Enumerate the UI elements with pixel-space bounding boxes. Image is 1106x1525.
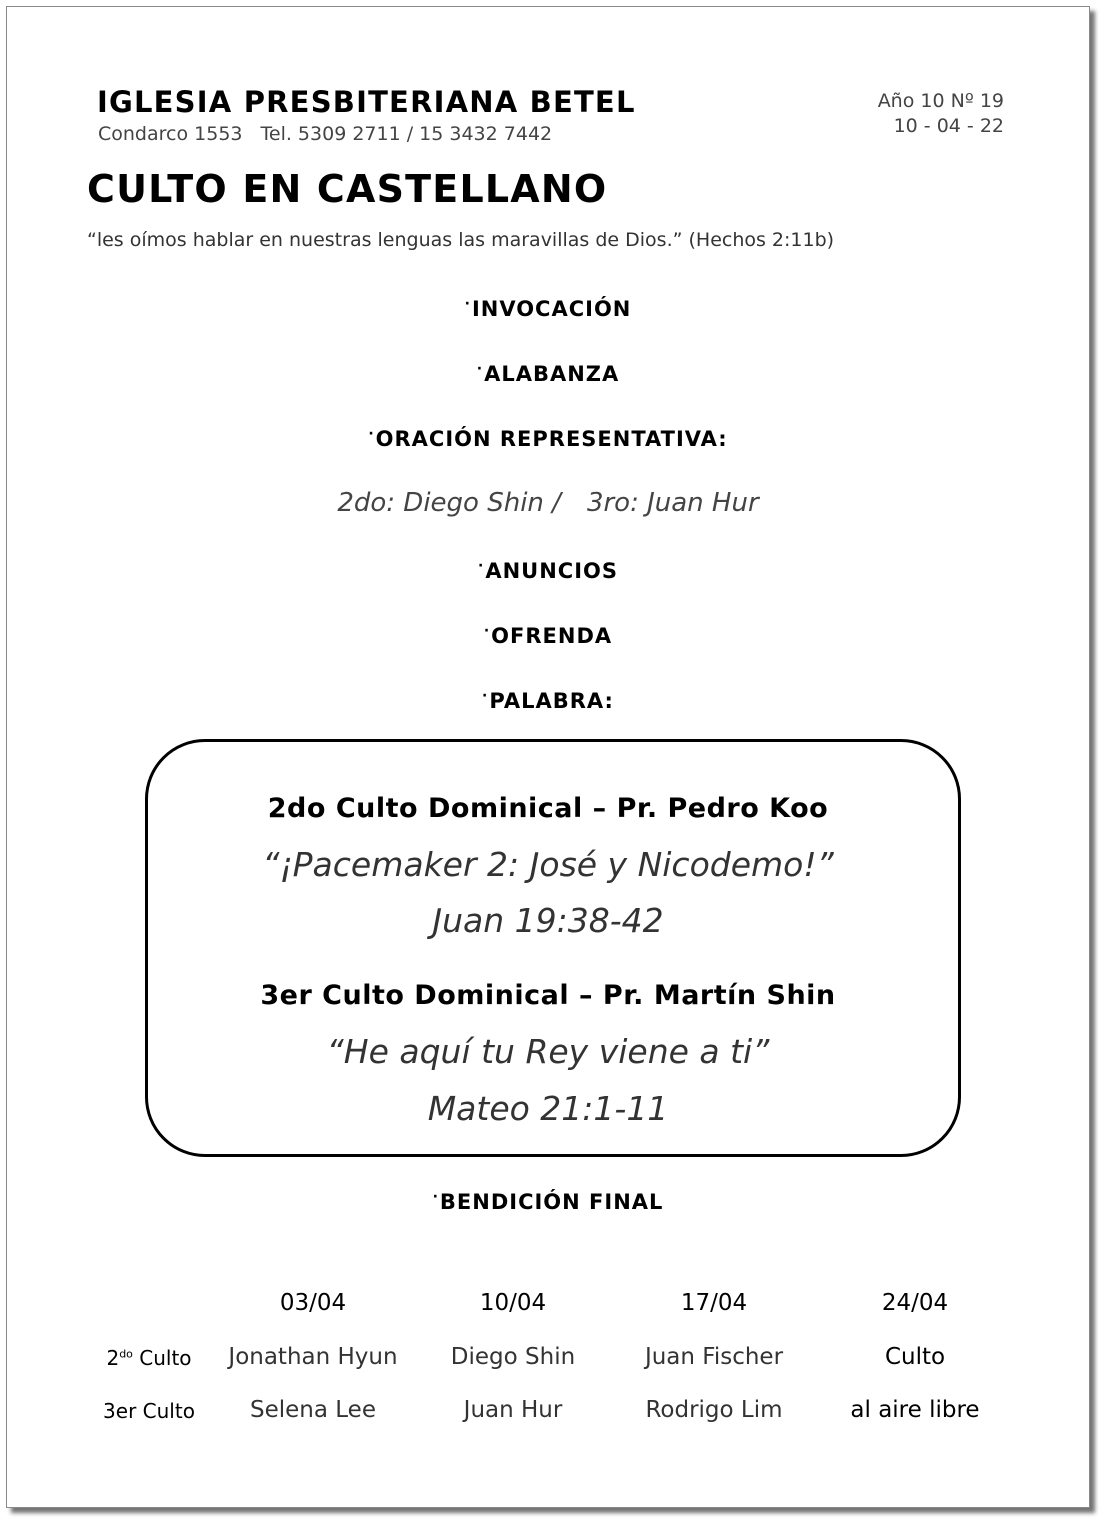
schedule-cell: Culto (884, 1344, 946, 1370)
church-contact (98, 123, 552, 145)
order-alabanza (7, 362, 1089, 386)
bible-verse: “les oímos hablar en nuestras lenguas las maravillas de Dios.” (Hechos 2:11b) (87, 229, 835, 251)
schedule-date: 03/04 (279, 1290, 347, 1316)
schedule-cell: Jonathan Hyun (228, 1344, 398, 1370)
sermon-2-reference: Mateo 21:1-11 (427, 1089, 669, 1128)
issue-number: Año 10 Nº 19 (877, 90, 1004, 112)
schedule-row-label-3er: 3er Culto (103, 1399, 195, 1423)
prayer-assignments (7, 488, 1089, 518)
schedule-cell: Selena Lee (250, 1397, 376, 1423)
schedule-date: 24/04 (881, 1290, 949, 1316)
order-ofrenda-label: OFRENDA (491, 624, 613, 648)
schedule-date: 17/04 (680, 1290, 748, 1316)
church-name: IGLESIA PRESBITERIANA BETEL (97, 85, 636, 119)
order-bendicion (7, 1190, 1089, 1214)
prayer-2do: 2do: Diego Shin / (337, 488, 561, 518)
bullet-dot: · (368, 426, 375, 442)
schedule-cell: Diego Shin (450, 1344, 576, 1370)
prayer-schedule-table (7, 1290, 1089, 1450)
order-palabra-label: PALABRA: (489, 689, 614, 713)
label-superscript: do (119, 1347, 133, 1361)
issue-date: 10 - 04 - 22 (893, 115, 1004, 137)
order-alabanza-label: ALABANZA (484, 362, 620, 386)
issue-info (878, 89, 1004, 139)
order-palabra (7, 689, 1089, 713)
schedule-cell: Juan Hur (463, 1397, 563, 1423)
sermon-2-title: “He aquí tu Rey viene a ti” (326, 1032, 770, 1071)
bullet-dot: · (478, 558, 485, 574)
sermon-1-reference: Juan 19:38-42 (432, 901, 664, 940)
bullet-dot: · (483, 623, 491, 639)
church-phone: Tel. 5309 2711 / 15 3432 7442 (260, 123, 553, 145)
prayer-3ro: 3ro: Juan Hur (586, 488, 759, 518)
bullet-dot: · (432, 1189, 439, 1205)
order-oracion-label: ORACIÓN REPRESENTATIVA: (375, 427, 728, 451)
sermon-1-title: “¡Pacemaker 2: José y Nicodemo!” (262, 845, 834, 884)
sermon-1-heading: 2do Culto Dominical – Pr. Pedro Koo (267, 793, 829, 824)
bullet-dot: · (476, 361, 484, 377)
bullet-dot: · (464, 296, 471, 312)
schedule-cell: Juan Fischer (644, 1344, 784, 1370)
schedule-date: 10/04 (479, 1290, 547, 1316)
bullet-dot: · (482, 688, 489, 704)
order-ofrenda (7, 624, 1089, 648)
schedule-cell: Rodrigo Lim (645, 1397, 783, 1423)
label-number: 2 (106, 1346, 120, 1370)
sermon-2-heading: 3er Culto Dominical – Pr. Martín Shin (260, 980, 836, 1011)
order-invocacion-label: INVOCACIÓN (471, 297, 632, 321)
order-bendicion-label: BENDICIÓN FINAL (439, 1190, 664, 1214)
church-address: Condarco 1553 (98, 123, 243, 145)
order-oracion (7, 427, 1089, 451)
schedule-row-label-2do (89, 1346, 209, 1370)
order-anuncios (7, 559, 1089, 583)
page-title: CULTO EN CASTELLANO (87, 167, 608, 211)
schedule-cell: al aire libre (850, 1397, 980, 1423)
bulletin-page (6, 6, 1090, 1508)
order-anuncios-label: ANUNCIOS (485, 559, 618, 583)
order-invocacion (7, 297, 1089, 321)
label-word: Culto (139, 1346, 192, 1370)
